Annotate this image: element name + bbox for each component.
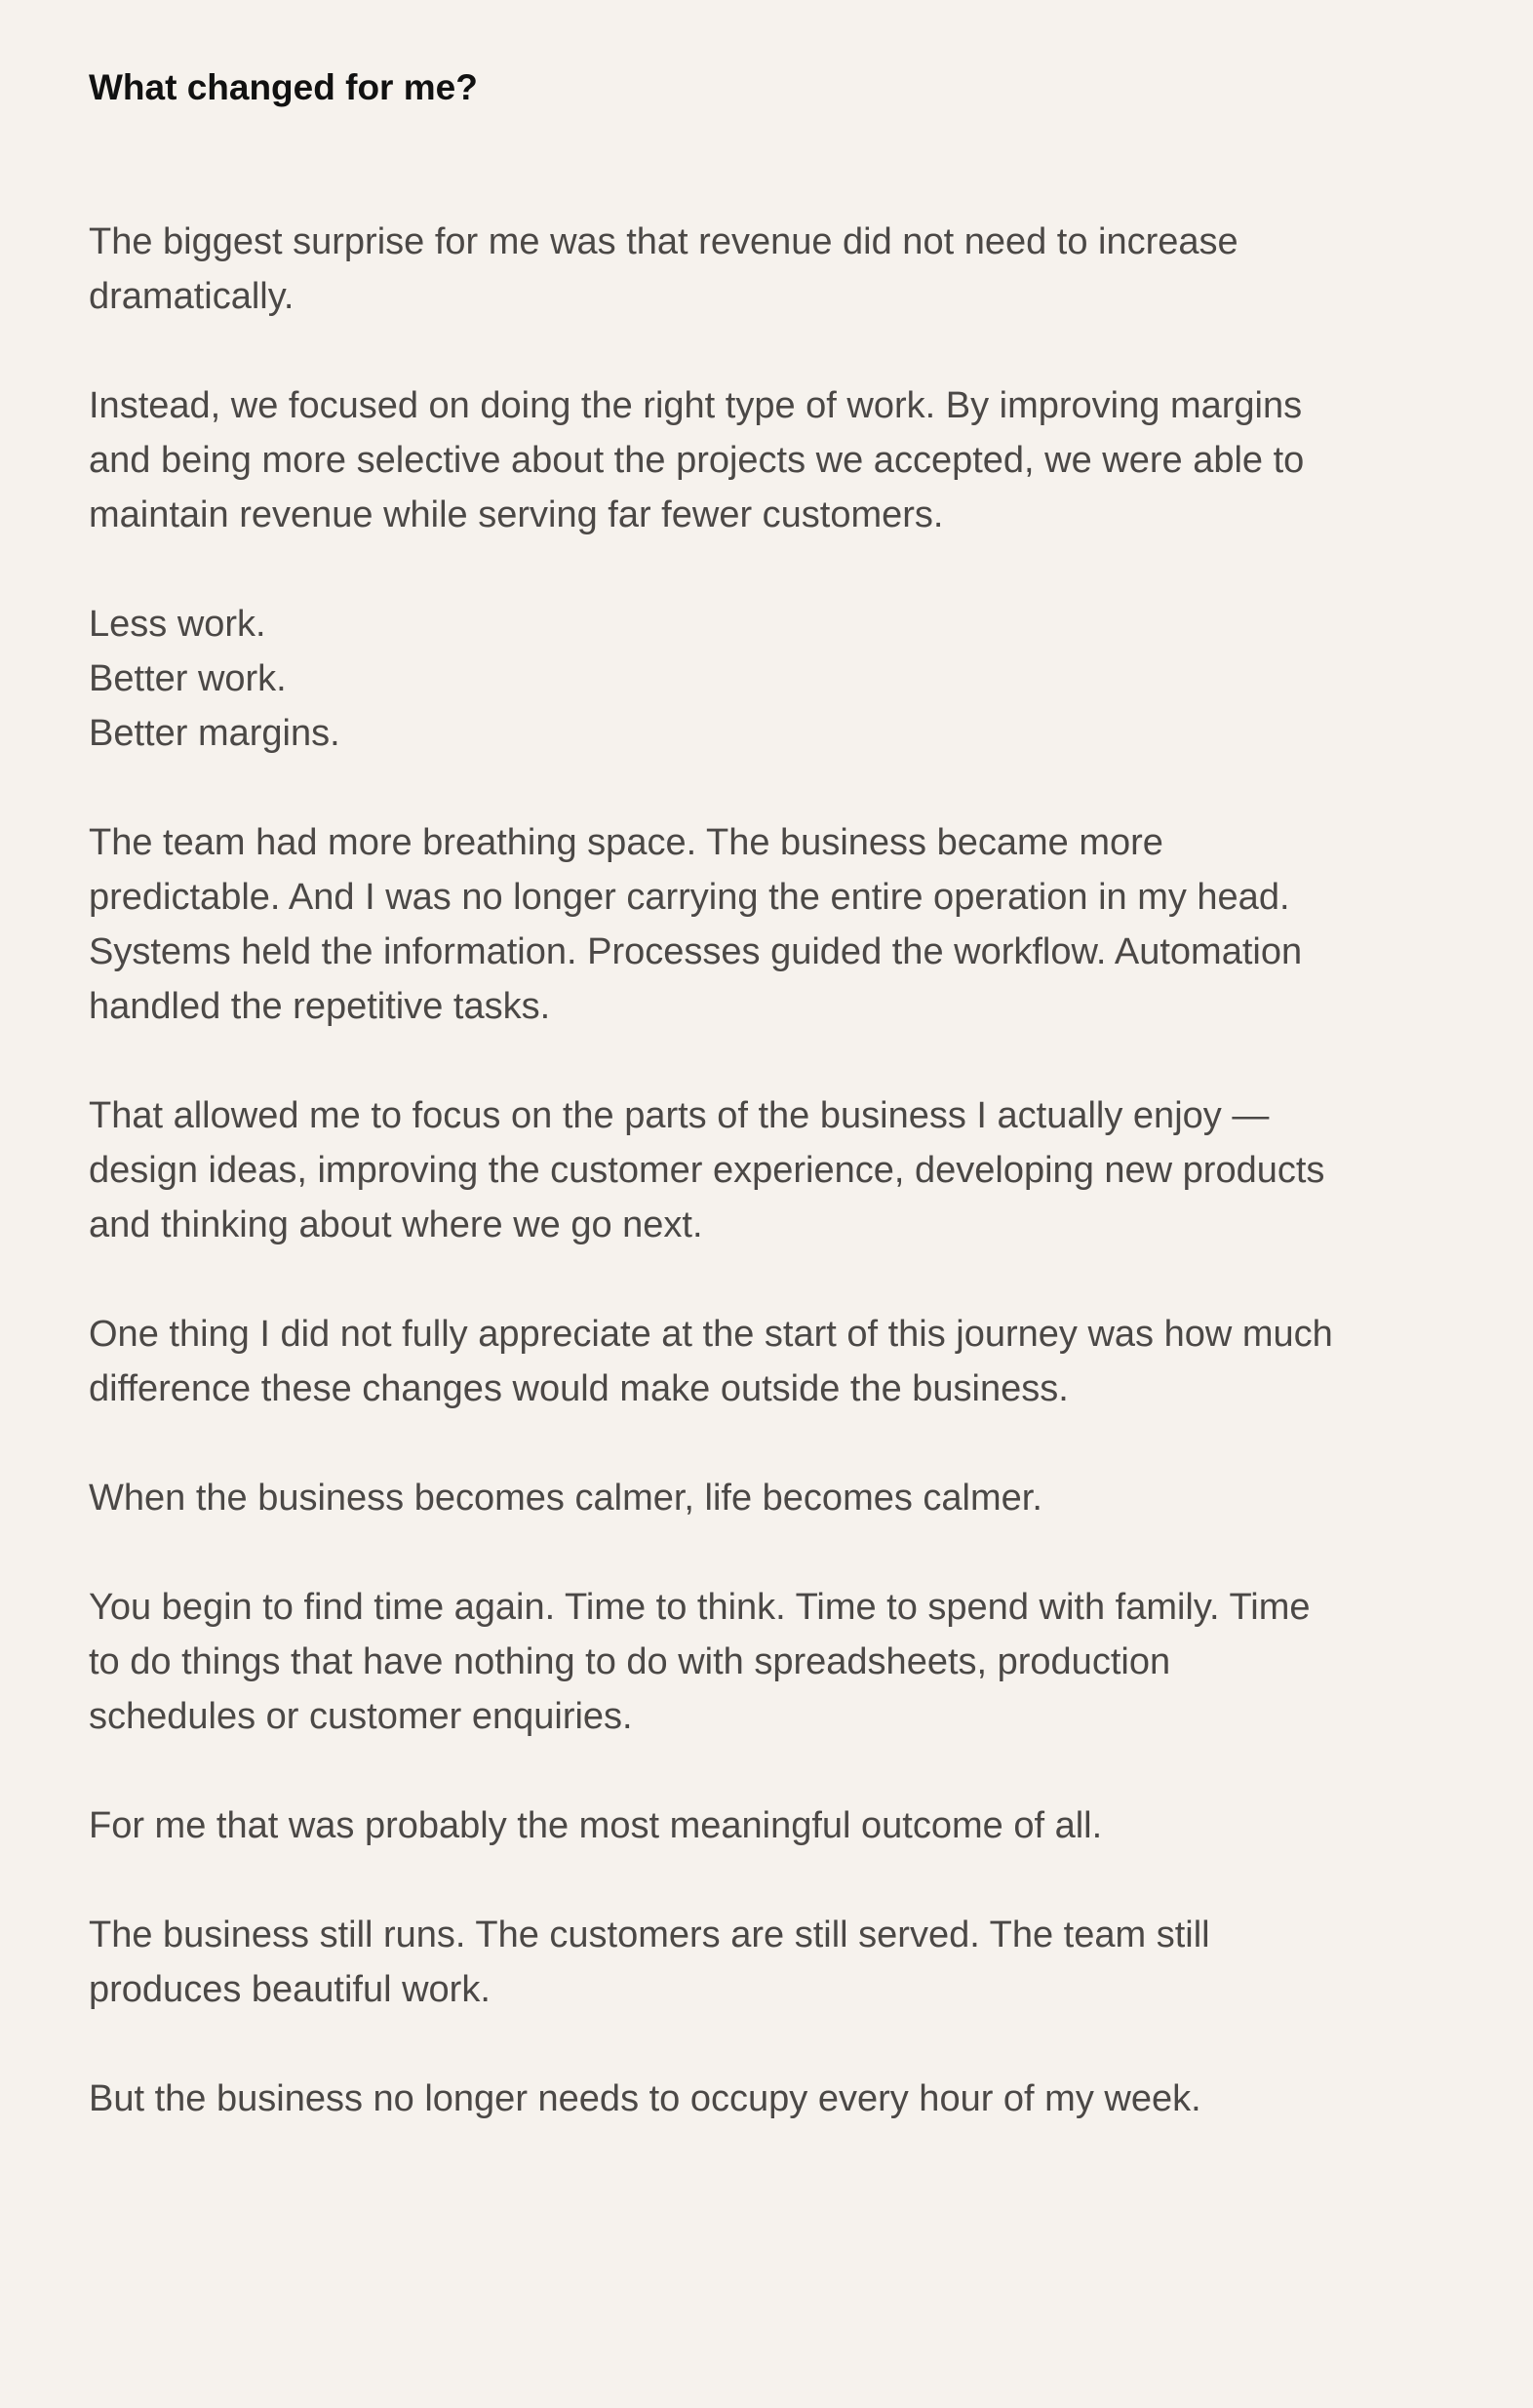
paragraph-line: handled the repetitive tasks. xyxy=(89,986,551,1027)
paragraph-line: One thing I did not fully appreciate at the start of this journey was how much xyxy=(89,1314,1333,1355)
paragraph-line: predictable. And I was no longer carrying the entire operation in my head. xyxy=(89,877,1290,918)
paragraph-line: difference these changes would make outside the business. xyxy=(89,1368,1069,1409)
paragraph-line: and being more selective about the projects we accepted, we were able to xyxy=(89,440,1305,481)
paragraph xyxy=(89,215,1474,324)
paragraph-line: Less work. xyxy=(89,604,266,645)
article xyxy=(89,60,1474,2181)
paragraph-line: That allowed me to focus on the parts of the business I actually enjoy — xyxy=(89,1095,1270,1136)
paragraph-line: to do things that have nothing to do with spreadsheets, production xyxy=(89,1641,1171,1682)
paragraph xyxy=(89,1798,1474,1853)
paragraph-line: design ideas, improving the customer experience, developing new products xyxy=(89,1150,1325,1191)
paragraph xyxy=(89,2072,1474,2126)
paragraph xyxy=(89,1580,1474,1744)
paragraph xyxy=(89,378,1474,542)
paragraph-line: dramatically. xyxy=(89,276,295,317)
paragraph-line: The team had more breathing space. The business became more xyxy=(89,822,1163,863)
paragraph-line: Systems held the information. Processes guided the workflow. Automation xyxy=(89,931,1303,972)
paragraph-line: For me that was probably the most meaningful outcome of all. xyxy=(89,1805,1103,1846)
paragraph-line: and thinking about where we go next. xyxy=(89,1204,703,1245)
paragraph-line: Better margins. xyxy=(89,713,340,754)
paragraph-line: But the business no longer needs to occupy every hour of my week. xyxy=(89,2078,1201,2119)
paragraph xyxy=(89,1088,1474,1252)
paragraph-line: maintain revenue while serving far fewer customers. xyxy=(89,494,944,535)
paragraph xyxy=(89,597,1474,761)
paragraph xyxy=(89,1908,1474,2017)
paragraph-line: Better work. xyxy=(89,658,287,699)
paragraph-line: The business still runs. The customers are still served. The team still xyxy=(89,1915,1210,1955)
paragraph xyxy=(89,815,1474,1034)
paragraph-line: The biggest surprise for me was that revenue did not need to increase xyxy=(89,221,1238,262)
article-heading: What changed for me? xyxy=(89,67,478,107)
paragraph xyxy=(89,1307,1474,1416)
paragraph-line: You begin to find time again. Time to think. Time to spend with family. Time xyxy=(89,1587,1311,1628)
paragraph-line: Instead, we focused on doing the right type of work. By improving margins xyxy=(89,385,1303,426)
paragraph-line: schedules or customer enquiries. xyxy=(89,1696,633,1737)
paragraph-line: When the business becomes calmer, life becomes calmer. xyxy=(89,1478,1042,1519)
paragraph-line: produces beautiful work. xyxy=(89,1969,491,2010)
paragraph xyxy=(89,1471,1474,1525)
article-body xyxy=(89,215,1474,2126)
